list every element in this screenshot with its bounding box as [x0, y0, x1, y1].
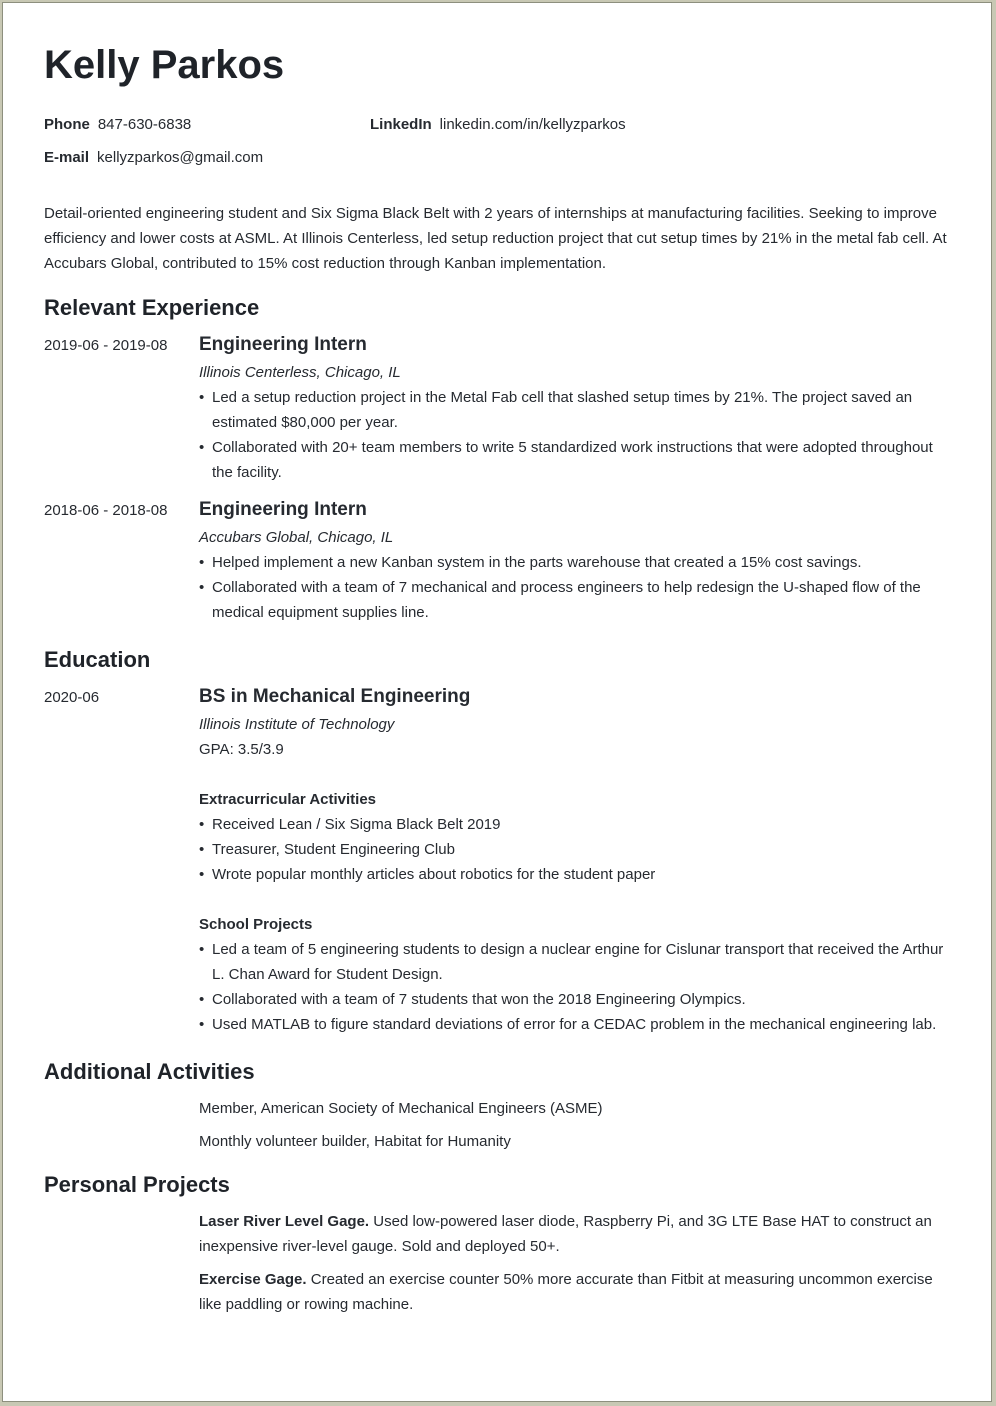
education-entry — [199, 684, 951, 1037]
linkedin-value[interactable]: linkedin.com/in/kellyzparkos — [439, 116, 626, 133]
phone-label: Phone — [44, 116, 90, 133]
school-project-item: • Used MATLAB to figure standard deviations of error for a CEDAC problem in the mechanical engineering lab. — [199, 1012, 951, 1037]
gpa: GPA: 3.5/3.9 — [199, 741, 284, 758]
job-dates: 2018-06 - 2018-08 — [44, 502, 168, 519]
section-title-additional: Additional Activities — [44, 1059, 255, 1084]
section-title-education: Education — [44, 647, 151, 672]
school-projects-list — [199, 937, 951, 1037]
extracurricular-item: • Treasurer, Student Engineering Club — [199, 837, 951, 862]
job-bullets — [199, 550, 951, 625]
linkedin-label: LinkedIn — [370, 116, 432, 133]
extracurricular-list — [199, 812, 951, 887]
job-title: Engineering Intern — [199, 334, 367, 355]
job-bullets — [199, 385, 951, 485]
job-title: Engineering Intern — [199, 499, 367, 520]
extracurricular-heading: Extracurricular Activities — [199, 791, 377, 808]
job-dates: 2019-06 - 2019-08 — [44, 337, 168, 354]
extracurricular-item: • Wrote popular monthly articles about robotics for the student paper — [199, 862, 951, 887]
extracurricular-item: • Received Lean / Six Sigma Black Belt 2019 — [199, 812, 951, 837]
job-entry — [199, 332, 951, 485]
job-bullet: • Helped implement a new Kanban system in the parts warehouse that created a 15% cost savings. — [199, 550, 951, 575]
candidate-name: Kelly Parkos — [44, 43, 285, 87]
school-projects-heading: School Projects — [199, 916, 313, 933]
job-organization: Accubars Global, Chicago, IL — [199, 529, 394, 546]
personal-projects — [199, 1209, 951, 1317]
job-entry — [199, 497, 951, 625]
job-bullet: • Led a setup reduction project in the Metal Fab cell that slashed setup times by 21%. The project saved an estimated $80,000 per year. — [199, 385, 951, 435]
contact-email — [44, 148, 263, 168]
additional-activities — [199, 1096, 951, 1154]
project-name: Laser River Level Gage. — [199, 1213, 370, 1230]
additional-item: Member, American Society of Mechanical Engineers (ASME) — [199, 1100, 603, 1117]
section-title-personal-projects: Personal Projects — [44, 1172, 230, 1197]
school-name: Illinois Institute of Technology — [199, 716, 395, 733]
section-title-experience: Relevant Experience — [44, 295, 260, 320]
phone-value: 847-630-6838 — [97, 116, 192, 133]
job-organization: Illinois Centerless, Chicago, IL — [199, 364, 401, 381]
project-name: Exercise Gage. — [199, 1271, 307, 1288]
additional-item: Monthly volunteer builder, Habitat for Humanity — [199, 1133, 511, 1150]
resume-page — [2, 2, 992, 1402]
degree-title: BS in Mechanical Engineering — [199, 686, 471, 707]
email-value[interactable]: kellyzparkos@gmail.com — [97, 149, 264, 166]
personal-project — [199, 1209, 951, 1259]
email-label: E-mail — [44, 149, 90, 166]
education-date: 2020-06 — [44, 689, 100, 706]
school-project-item: • Collaborated with a team of 7 students that won the 2018 Engineering Olympics. — [199, 987, 951, 1012]
summary: Detail-oriented engineering student and Six Sigma Black Belt with 2 years of internships at manufacturing facilities. Seeking to improve efficiency and lower costs at ASML. At Illinois Centerless, led setup reduction project that cut setup times by 21% in the metal fab cell. At Accubars Global, contributed to 15% cost reduction through Kanban implementation. — [44, 205, 947, 272]
personal-project — [199, 1267, 951, 1317]
contact-phone — [44, 115, 191, 135]
job-bullet: • Collaborated with a team of 7 mechanical and process engineers to help redesign the U-shaped flow of the medical equipment supplies line. — [199, 575, 951, 625]
contact-linkedin — [370, 115, 626, 135]
project-description: Used low-powered laser diode, Raspberry Pi, and 3G LTE Base HAT to construct an inexpensive river-level gauge. Sold and deployed 50+. — [199, 1213, 932, 1255]
school-project-item: • Led a team of 5 engineering students to design a nuclear engine for Cislunar transport that received the Arthur L. Chan Award for Student Design. — [199, 937, 951, 987]
job-bullet: • Collaborated with 20+ team members to write 5 standardized work instructions that were adopted throughout the facility. — [199, 435, 951, 485]
project-description: Created an exercise counter 50% more accurate than Fitbit at measuring uncommon exercise like paddling or rowing machine. — [199, 1271, 933, 1313]
